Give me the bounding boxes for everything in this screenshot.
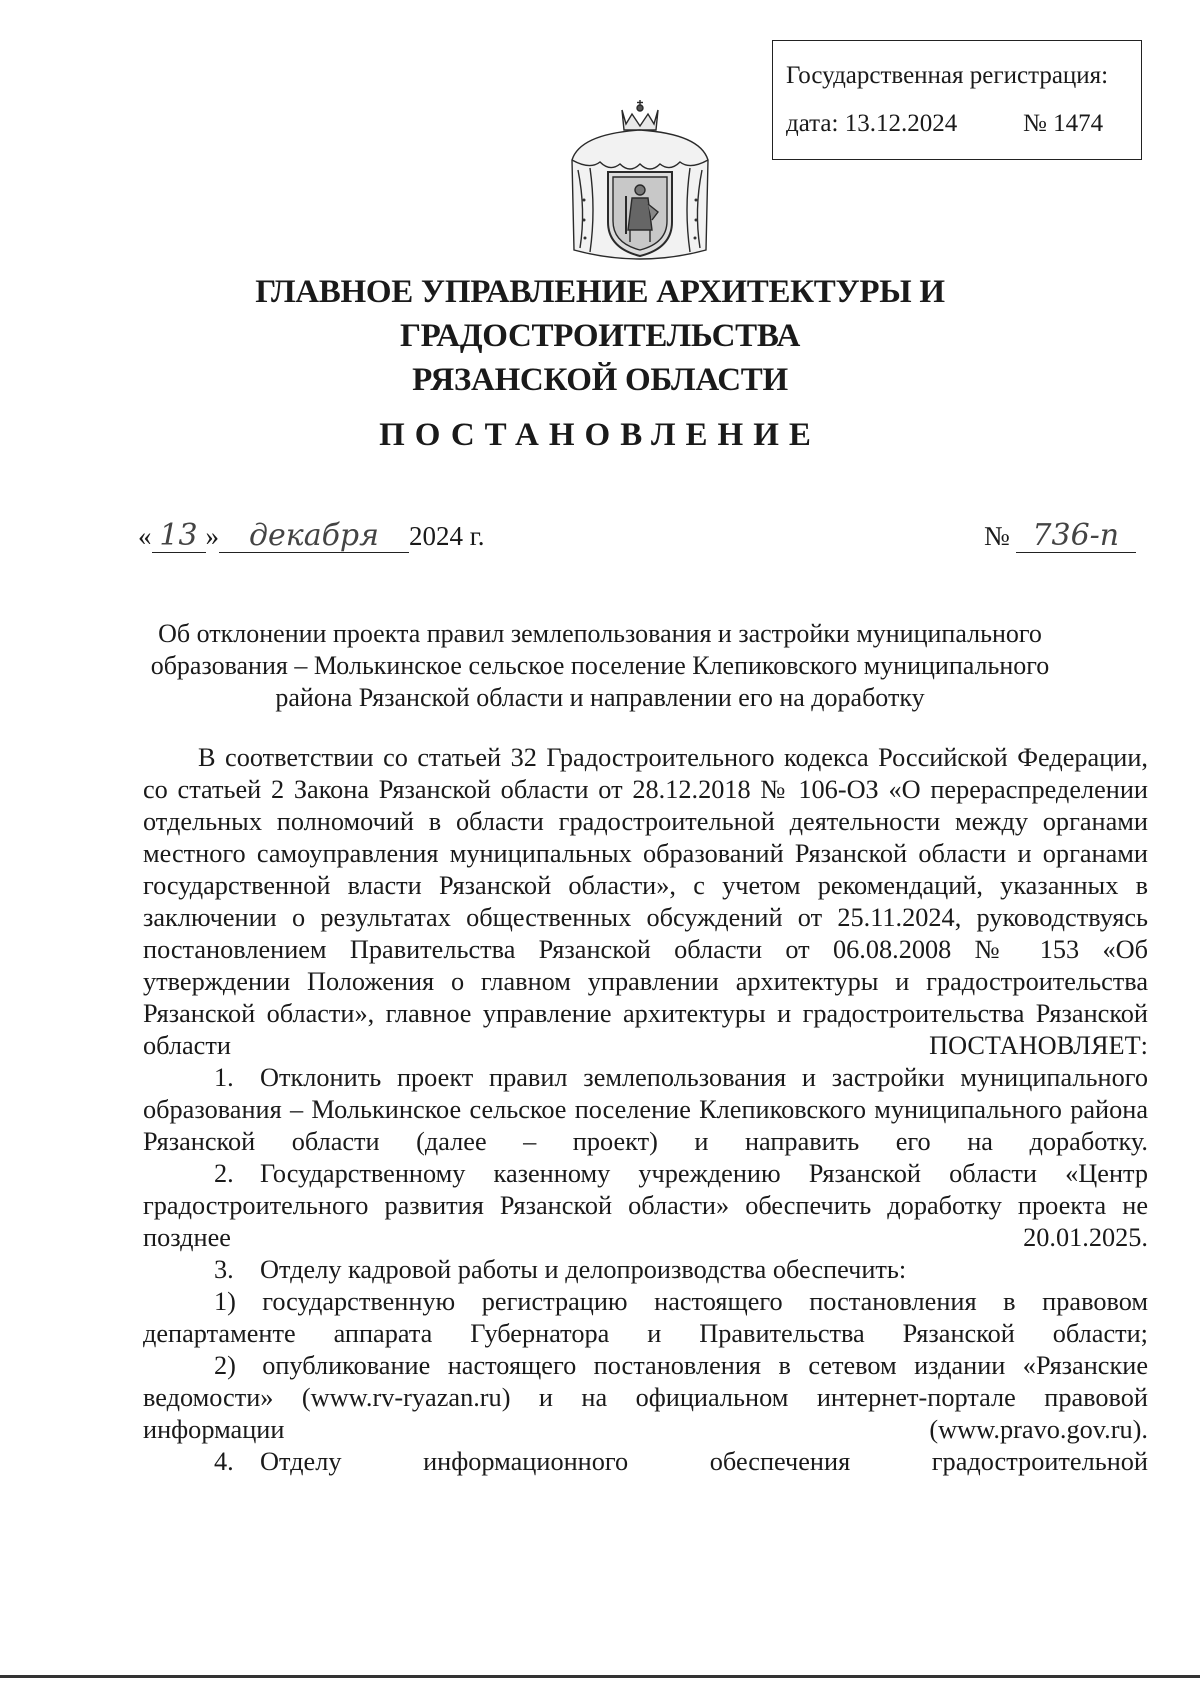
subject-line1: Об отклонении проекта правил землепользования и застройки муниципального xyxy=(158,619,1042,648)
document-type: ПОСТАНОВЛЕНИЕ xyxy=(379,417,821,453)
registration-title: Государственная регистрация: xyxy=(786,62,1109,89)
date-line xyxy=(138,520,485,553)
organization-title xyxy=(100,270,1100,402)
organization-title-line2: РЯЗАНСКОЙ ОБЛАСТИ xyxy=(412,362,788,398)
subject-line2: образования – Молькинское сельское поселение Клепиковского муниципального xyxy=(150,651,1050,680)
item-3-paragraph: 3. Отделу кадровой работы и делопроизводства обеспечить: xyxy=(214,1255,907,1284)
number-value: 736-п xyxy=(1016,520,1136,553)
item-4-paragraph: 4. Отделу информационного обеспечения градостроительной xyxy=(214,1447,1148,1476)
date-year: 2024 г. xyxy=(409,521,485,551)
subitem-1-paragraph: 1) государственную регистрацию настоящего постановления в правовом департаменте аппарата Губернатора и Правительства Рязанской области; xyxy=(143,1287,1148,1348)
date-month: декабря xyxy=(219,520,409,553)
subitem-2-paragraph: 2) опубликование настоящего постановления в сетевом издании «Рязанские ведомости» (www.rv-ryazan.ru) и на официальном интернет-портале правовой информации (www.pravo.gov.ru). xyxy=(143,1351,1148,1444)
registration-date: дата: 13.12.2024 xyxy=(786,110,958,137)
page-bottom-border xyxy=(0,1675,1200,1678)
date-day: 13 xyxy=(152,520,206,553)
number-label: № xyxy=(984,521,1010,551)
item-2-paragraph: 2. Государственному казенному учреждению Рязанской области «Центр градостроительного развития Рязанской области» обеспечить доработку проекта не позднее 20.01.2025. xyxy=(143,1159,1148,1252)
preamble-paragraph: В соответствии со статьей 32 Градостроительного кодекса Российской Федерации, со статьей 2 Закона Рязанской области от 28.12.2018 № 106-ОЗ «О перераспределении отдельных полномочий в области градостроительной деятельности между органами местного самоуправления муниципальных образований Рязанской области и органами государственной власти Рязанской области», с учетом рекомендаций, указанных в заключении о результатах общественных обсуждений от 25.11.2024, руководствуясь постановлением Правительства Рязанской области от 06.08.2008 № 153 «Об утверждении Положения о главном управлении архитектуры и градостроительства Рязанской области», главное управление архитектуры и градостроительства Рязанской области ПОСТАНОВЛЯЕТ: xyxy=(143,743,1148,1060)
document-subject xyxy=(140,618,1060,714)
item-1-paragraph: 1. Отклонить проект правил землепользования и застройки муниципального образования – Молькинское сельское поселение Клепиковского муниципального района Рязанской области (далее – проект) и направить его на доработку. xyxy=(143,1063,1148,1156)
registration-stamp xyxy=(772,40,1142,160)
number-line xyxy=(984,520,1136,553)
ryazan-coat-of-arms-icon xyxy=(560,100,720,270)
subject-line3: района Рязанской области и направлении его на доработку xyxy=(275,683,925,712)
document-body xyxy=(143,742,1148,1478)
date-open-quote: « xyxy=(138,521,152,551)
organization-title-line1: ГЛАВНОЕ УПРАВЛЕНИЕ АРХИТЕКТУРЫ И ГРАДОСТРОИТЕЛЬСТВА xyxy=(255,274,945,354)
registration-number: № 1474 xyxy=(1023,110,1104,137)
date-close-quote: » xyxy=(205,521,219,551)
